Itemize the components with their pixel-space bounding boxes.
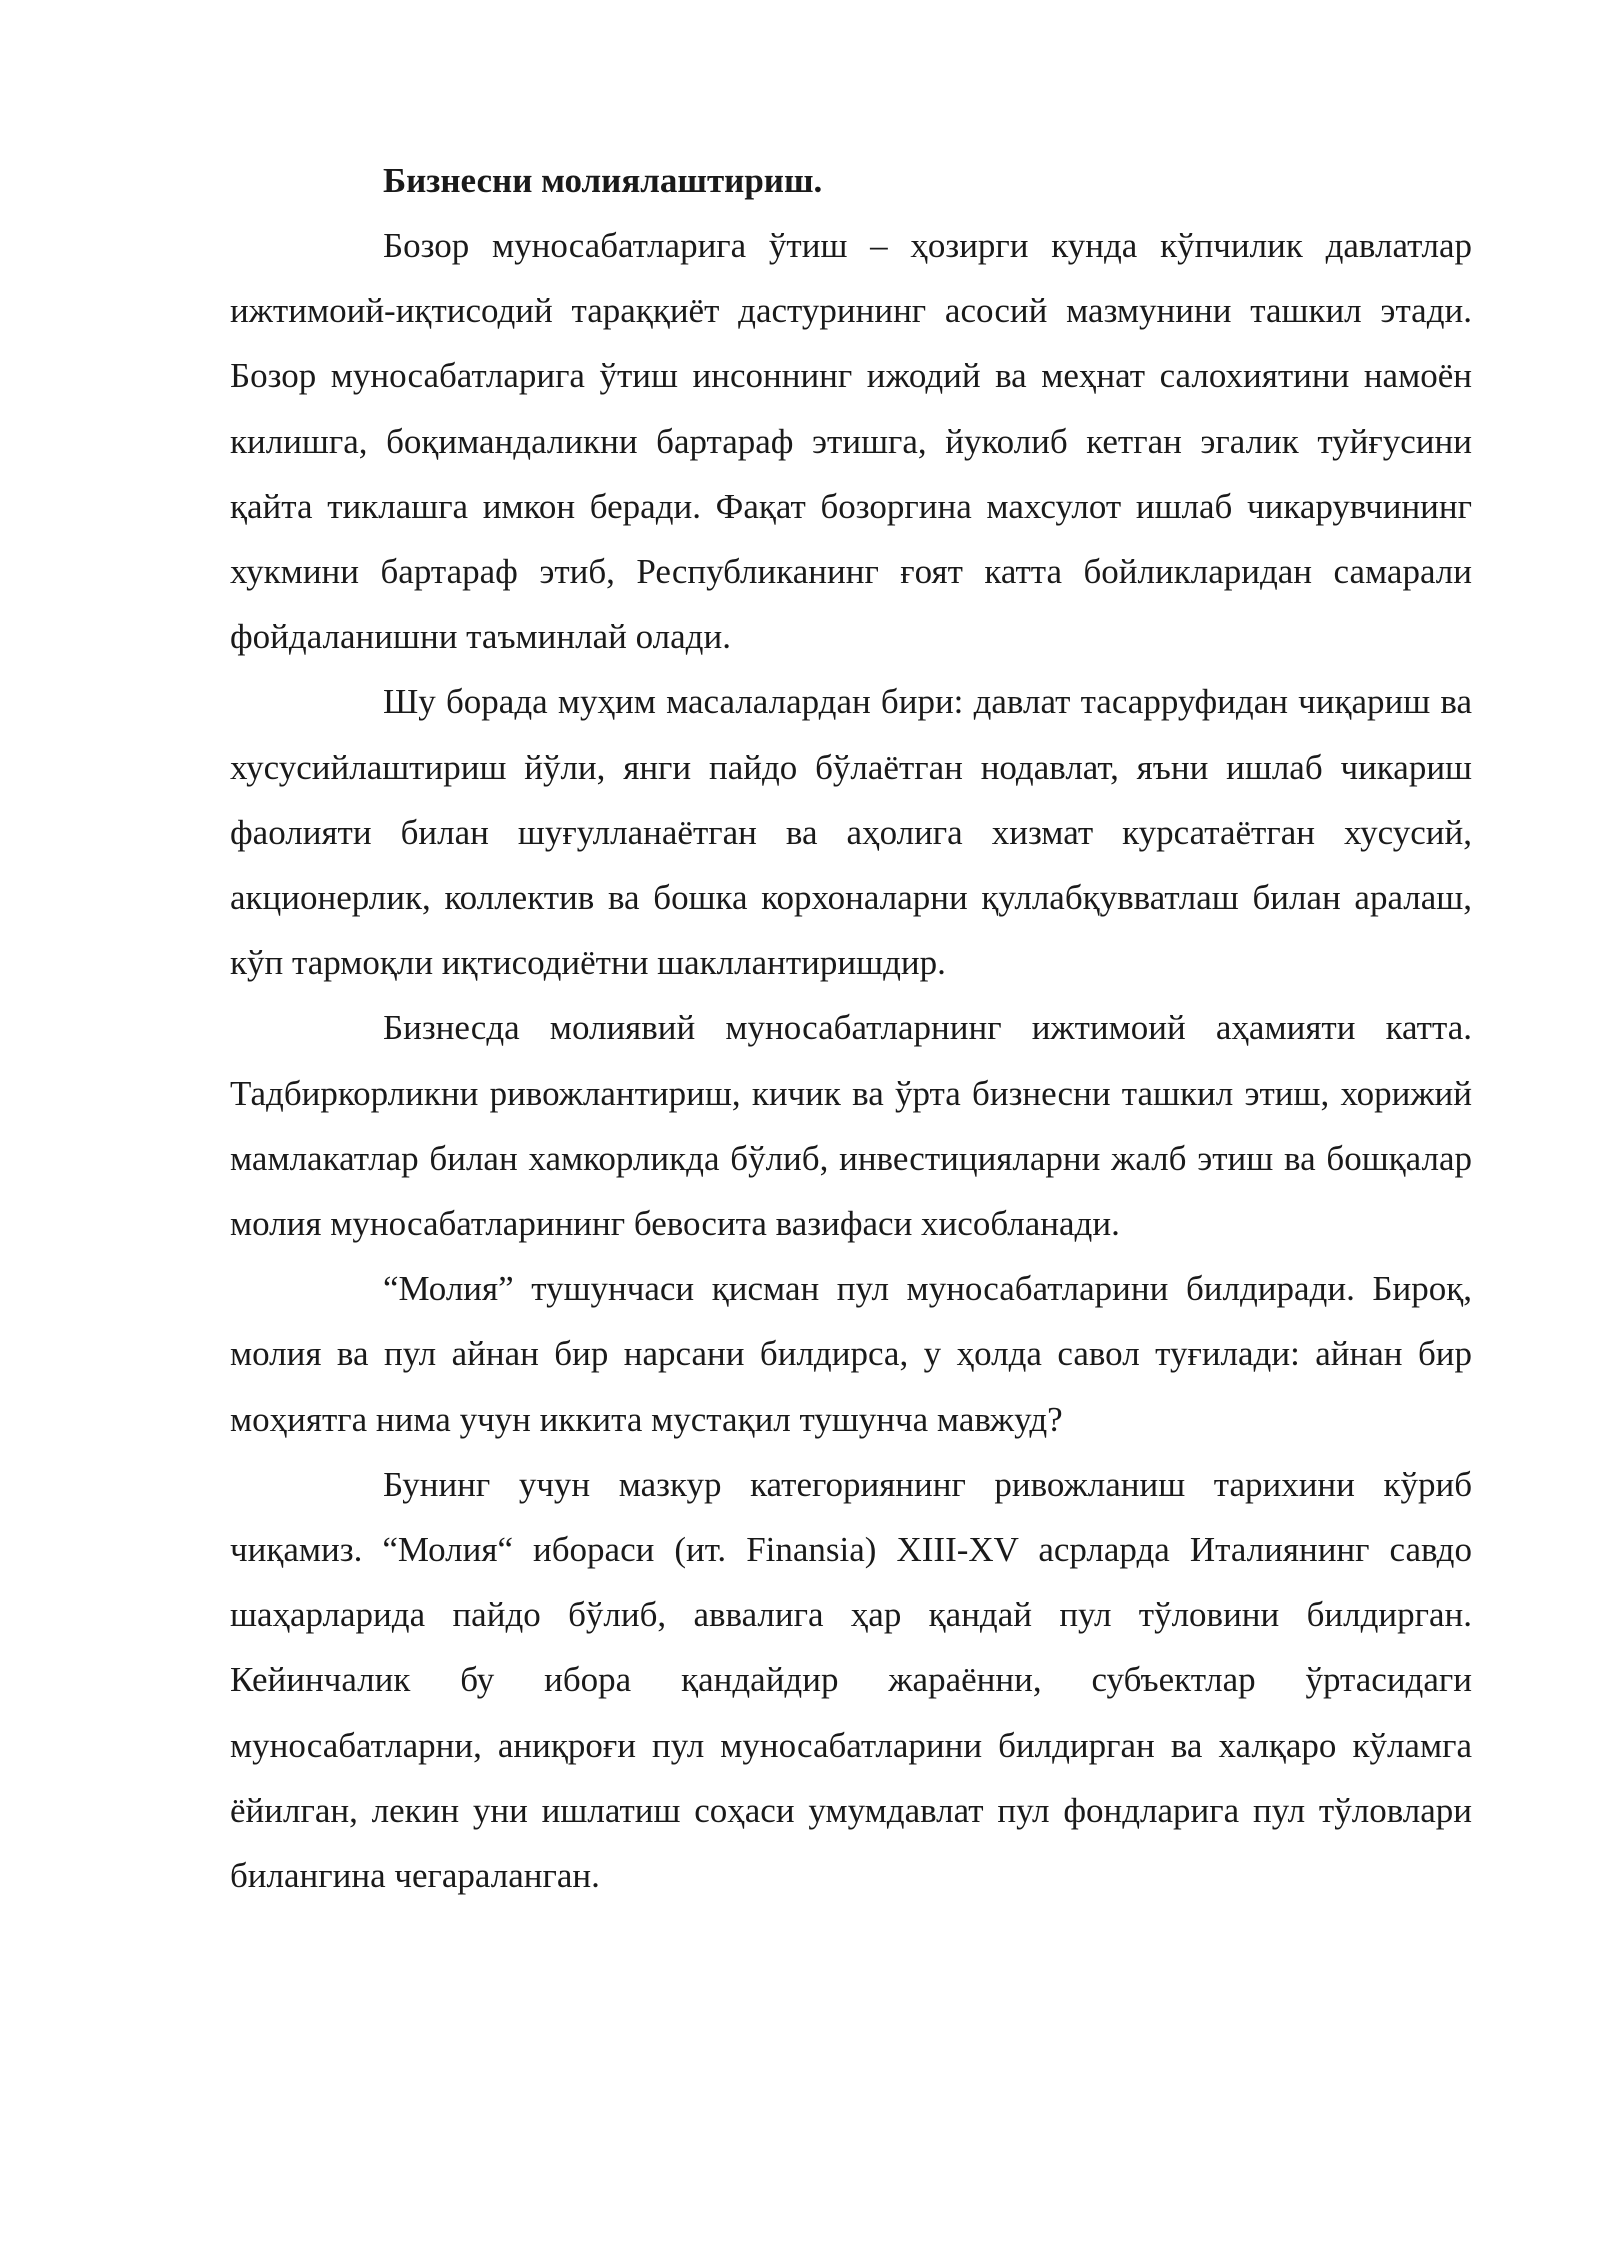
document-title: Бизнесни молиялаштириш. — [383, 161, 823, 200]
paragraph-finance-concept: “Молия” тушунчаси қисман пул муносабатларини билдиради. Бироқ, молия ва пул айнан бир нарсани билдирса, у ҳолда савол туғилади: айнан бир моҳиятга нима учун иккита мустақил тушунча мавжуд? — [230, 1269, 1472, 1439]
paragraph-market-transition: Бозор муносабатларига ўтиш – ҳозирги кунда кўпчилик давлатлар ижтимоий-иқтисодий тараққиёт дастурининг асосий мазмунини ташкил этади. Бозор муносабатларига ўтиш инсоннинг ижодий ва меҳнат салохиятини намоён килишга, боқимандаликни бартараф этишга, йуколиб кетган эгалик туйғусини қайта тиклашга имкон беради. Фақат бозоргина махсулот ишлаб чикарувчининг хукмини бартараф этиб, Республиканинг ғоят катта бойликларидан самарали фойдаланишни таъминлай олади. — [230, 226, 1472, 657]
paragraph-finance-history: Бунинг учун мазкур категориянинг ривожланиш тарихини кўриб чиқамиз. “Молия“ ибораси (ит. Finansia) XIII-XV асрларда Италиянинг савдо шаҳарларида пайдо бўлиб, аввалига ҳар қандай пул тўловини билдирган. Кейинчалик бу ибора қандайдир жараённи, субъектлар ўртасидаги муносабатларни, аниқроғи пул муносабатларини билдирган ва халқаро кўламга ёйилган, лекин уни ишлатиш соҳаси умумдавлат пул фондларига пул тўловлари билангина чегараланган. — [230, 1464, 1472, 1896]
paragraph-privatization: Шу борада муҳим масалалардан бири: давлат тасарруфидан чиқариш ва хусусийлаштириш йўли, янги пайдо бўлаётган нодавлат, яъни ишлаб чикариш фаолияти билан шуғулланаётган ва аҳолига хизмат курсатаётган хусусий, акционерлик, коллектив ва бошка корхоналарни қуллабқувватлаш билан аралаш, кўп тармоқли иқтисодиётни шакллантиришдир. — [230, 682, 1472, 983]
document-body — [230, 148, 1472, 1908]
paragraph-business-finance: Бизнесда молиявий муносабатларнинг ижтимоий аҳамияти катта. Тадбиркорликни ривожлантириш, кичик ва ўрта бизнесни ташкил этиш, хорижий мамлакатлар билан хамкорликда бўлиб, инвестицияларни жалб этиш ва бошқалар молия муносабатларининг бевосита вазифаси хисобланади. — [230, 1008, 1472, 1244]
